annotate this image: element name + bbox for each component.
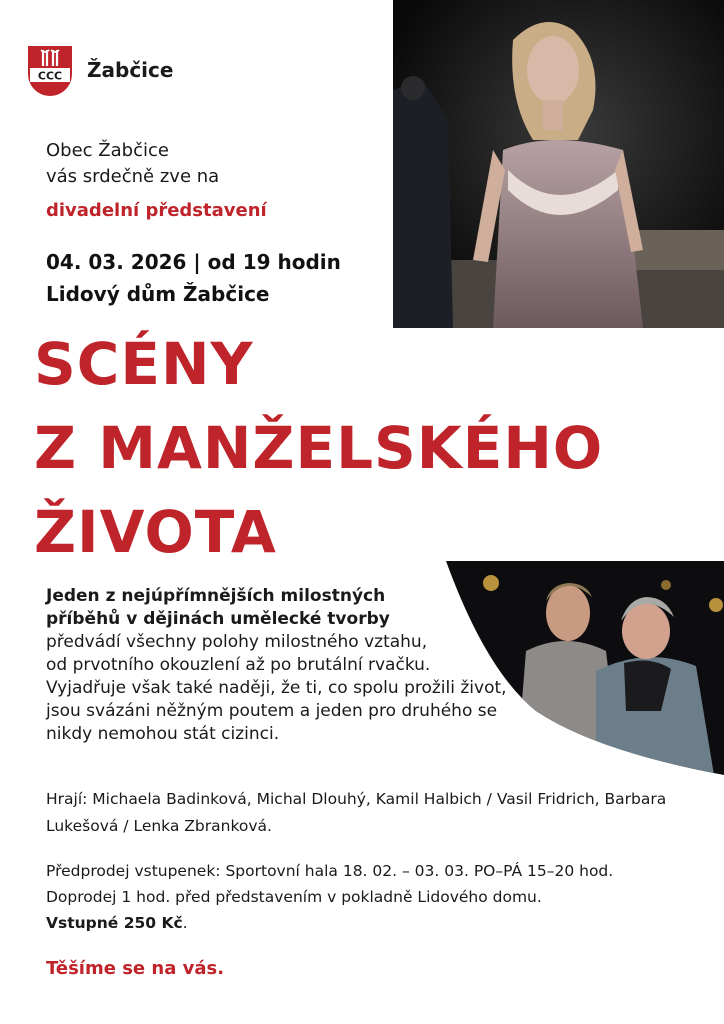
- description-line-1: předvádí všechny polohy milostného vztahu,: [46, 632, 428, 652]
- cast-list: [46, 786, 716, 840]
- description-line-3: Vyjadřuje však také naději, že ti, co spolu prožili život,: [46, 678, 507, 698]
- description-lead-1: Jeden z nejúpřímnějších milostných: [46, 586, 386, 606]
- title-line-3: ŽIVOTA: [34, 498, 277, 566]
- event-datetime: 04. 03. 2026 | od 19 hodin: [46, 250, 341, 274]
- invitation-intro: [46, 138, 267, 224]
- ticket-info: [46, 858, 716, 936]
- title-line-2: Z MANŽELSKÉHO: [34, 414, 604, 482]
- intro-line-1: Obec Žabčice: [46, 140, 169, 161]
- admission-line: [46, 910, 716, 936]
- door-sale-line: Doprodej 1 hod. před představením v pokladně Lidového domu.: [46, 888, 542, 906]
- description-lead-2: příběhů v dějinách umělecké tvorby: [46, 609, 390, 629]
- event-details: [46, 246, 341, 310]
- actors-scene-photo: [446, 561, 724, 775]
- play-title: [34, 322, 603, 574]
- description-line-5: nikdy nemohou stát cizinci.: [46, 724, 280, 744]
- event-venue: Lidový dům Žabčice: [46, 282, 270, 306]
- cast-line-1: Hrají: Michaela Badinková, Michal Dlouhý, Kamil Halbich / Vasil Fridrich, Barbara: [46, 790, 667, 808]
- zabcice-coat-of-arms-logo: [26, 44, 74, 98]
- description-line-2: od prvotního okouzlení až po brutální rvačku.: [46, 655, 431, 675]
- title-line-1: SCÉNY: [34, 330, 254, 398]
- description-line-4: jsou svázáni něžným poutem a jeden pro druhého se: [46, 701, 498, 721]
- actress-stage-photo: [393, 0, 724, 328]
- presale-line: Předprodej vstupenek: Sportovní hala 18. 02. – 03. 03. PO–PÁ 15–20 hod.: [46, 862, 614, 880]
- intro-highlight: divadelní představení: [46, 200, 267, 221]
- logo-letters: CCC: [37, 69, 63, 83]
- brand-name: Žabčice: [87, 58, 174, 82]
- closing-note: Těšíme se na vás.: [46, 958, 225, 979]
- cast-line-2: Lukešová / Lenka Zbranková.: [46, 817, 272, 835]
- admission-price-suffix: .: [182, 914, 188, 932]
- admission-price: Vstupné 250 Kč: [46, 914, 183, 932]
- intro-line-2: vás srdečně zve na: [46, 166, 220, 187]
